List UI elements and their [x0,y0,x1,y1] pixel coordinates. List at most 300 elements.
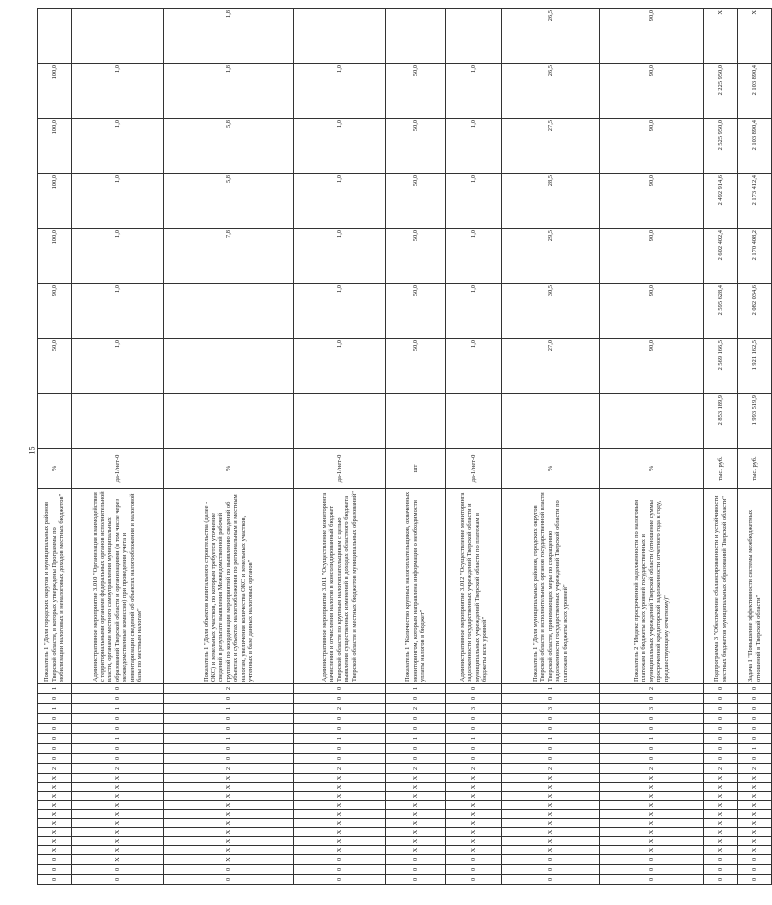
classifier-code-cell: X [502,846,600,855]
classifier-code-cell: X [502,810,600,819]
value-cell: 90,0 [600,229,704,284]
classifier-code-cell: 0 [72,875,164,885]
classifier-code-cell: X [502,783,600,792]
value-cell [164,339,294,394]
value-cell: 1,0 [446,64,502,119]
classifier-code-cell: 0 [502,754,600,764]
classifier-code-cell: 0 [704,724,738,734]
classifier-code-cell: X [446,783,502,792]
value-cell: 1,0 [294,119,386,174]
value-cell: 2 082 034,6 [738,284,772,339]
unit-cell: да-1/нет-0 [446,449,502,489]
value-cell: 1 993 519,9 [738,394,772,449]
classifier-code-cell: 0 [386,724,446,734]
classifier-code-cell: 0 [38,714,72,724]
unit-cell: % [502,449,600,489]
classifier-code-cell: 0 [704,875,738,885]
classifier-code-cell: 1 [38,704,72,714]
value-cell [600,394,704,449]
classifier-code-cell: 2 [738,764,772,774]
classifier-code-cell: X [704,837,738,846]
classifier-code-cell: X [704,774,738,783]
classifier-code-cell: 0 [704,684,738,694]
classifier-code-cell: X [72,810,164,819]
classifier-code-cell: X [704,783,738,792]
item-name-cell: Административное мероприятие 3.012 "Осуществление мониторинга задолженности государственных учреждений Тверской области и муниципальных учреждений Тверской области по платежам в бюджеты всех уровней" [446,489,502,684]
classifier-code-cell: X [72,819,164,828]
classifier-code-cell: 0 [446,714,502,724]
classifier-code-cell: 0 [72,714,164,724]
value-cell: 1,0 [72,64,164,119]
table-row [446,9,502,885]
classifier-code-cell: 1 [164,734,294,744]
classifier-code-cell: 0 [386,865,446,875]
unit-cell: % [164,449,294,489]
value-cell [386,9,446,64]
classifier-code-cell: X [446,774,502,783]
classifier-code-cell: X [164,819,294,828]
value-cell: 1,0 [446,229,502,284]
classifier-code-cell: 1 [600,734,704,744]
value-cell [38,394,72,449]
classifier-code-cell: 0 [502,865,600,875]
classifier-code-cell: X [600,819,704,828]
value-cell: 5,8 [164,174,294,229]
classifier-code-cell: 0 [294,684,386,694]
classifier-code-cell: 0 [38,744,72,754]
classifier-code-cell: 3 [600,704,704,714]
classifier-code-cell: X [600,792,704,801]
classifier-code-cell: X [294,810,386,819]
unit-cell: шт [386,449,446,489]
value-cell: 100,0 [38,174,72,229]
item-name-cell: Показатель 1 "Доля муниципальных районов, городских округов Тверской области и исполнительных органов государственной власти Тверской области, принимающих меры по сокращению задолженности государственных учреждений Тверской области по платежам в бюджеты всех уровней" [502,489,600,684]
value-cell: 1,0 [446,284,502,339]
classifier-code-cell: 0 [164,875,294,885]
value-cell: 50,0 [386,229,446,284]
table-body [38,9,772,885]
classifier-code-cell: 0 [704,865,738,875]
table-row [704,9,738,885]
classifier-code-cell: 0 [738,855,772,865]
value-cell: 7,8 [164,229,294,284]
classifier-code-cell: X [738,801,772,810]
classifier-code-cell: 0 [600,744,704,754]
value-cell: 100,0 [38,229,72,284]
classifier-code-cell: X [72,855,164,865]
classifier-code-cell: X [386,810,446,819]
value-cell: 2 602 402,4 [704,229,738,284]
classifier-code-cell: 0 [38,694,72,704]
value-cell: 50,0 [386,284,446,339]
value-cell: 29,5 [502,229,600,284]
value-cell: 2 853 189,9 [704,394,738,449]
classifier-code-cell: 0 [294,694,386,704]
classifier-code-cell: 2 [164,764,294,774]
classifier-code-cell: X [294,792,386,801]
classifier-code-cell: X [294,783,386,792]
classifier-code-cell: X [72,801,164,810]
item-name-cell: Административное мероприятие 3.010 "Организация взаимодействия с территориальными органами федеральных органов исполнительной власти, органами местного самоуправления муниципальных образований Тверской области и организациями (в том числе через межведомственные комиссии) при проведении учета и инвентаризации сведений об объектах налогообложения и налоговой базы по местным налогам" [72,489,164,684]
classifier-code-cell: X [386,792,446,801]
classifier-code-cell: 0 [704,694,738,704]
classifier-code-cell: 0 [38,875,72,885]
value-cell: 90,0 [600,9,704,64]
classifier-code-cell: 2 [38,764,72,774]
item-name-cell: Подпрограмма 3 "Обеспечение сбалансированности и устойчивости местных бюджетов муниципальных образований Тверской области" [704,489,738,684]
classifier-code-cell: X [164,801,294,810]
classifier-code-cell: X [72,846,164,855]
value-cell: 1,0 [294,64,386,119]
value-cell: 90,0 [38,284,72,339]
classifier-code-cell: 0 [738,704,772,714]
classifier-code-cell: X [738,810,772,819]
classifier-code-cell: 1 [72,734,164,744]
classifier-code-cell: X [738,774,772,783]
table-row [738,9,772,885]
rotated-page-content [37,10,762,885]
classifier-code-cell: 1 [72,704,164,714]
classifier-code-cell: 0 [446,754,502,764]
classifier-code-cell: X [446,801,502,810]
classifier-code-cell: 0 [72,724,164,734]
value-cell: X [738,9,772,64]
classifier-code-cell: X [502,828,600,837]
classifier-code-cell: 0 [738,865,772,875]
page-number: 15 [27,446,37,455]
classifier-code-cell: 0 [738,875,772,885]
value-cell [38,9,72,64]
value-cell: 1,0 [294,284,386,339]
value-cell: 90,0 [600,339,704,394]
value-cell: X [704,9,738,64]
classifier-code-cell: 0 [446,694,502,704]
classifier-code-cell: 2 [446,764,502,774]
value-cell: 1,0 [72,119,164,174]
classifier-code-cell: 0 [38,754,72,764]
value-cell [164,394,294,449]
value-cell: 1,0 [446,339,502,394]
value-cell: 1,0 [72,339,164,394]
classifier-code-cell: X [164,774,294,783]
classifier-code-cell: X [600,846,704,855]
classifier-code-cell: 2 [164,684,294,694]
value-cell [446,394,502,449]
classifier-code-cell: 0 [704,704,738,714]
classifier-code-cell: X [446,846,502,855]
value-cell: 2 492 914,6 [704,174,738,229]
classifier-code-cell: 0 [386,875,446,885]
classifier-code-cell: 0 [738,714,772,724]
classifier-code-cell: X [738,828,772,837]
classifier-code-cell: 0 [38,865,72,875]
unit-cell: % [600,449,704,489]
classifier-code-cell: X [294,801,386,810]
classifier-code-cell: 0 [600,855,704,865]
program-indicators-table [37,8,772,885]
classifier-code-cell: 0 [738,694,772,704]
classifier-code-cell: X [386,828,446,837]
value-cell: 1,8 [164,64,294,119]
classifier-code-cell: 1 [164,704,294,714]
classifier-code-cell: X [38,774,72,783]
classifier-code-cell: 1 [386,734,446,744]
classifier-code-cell: X [294,837,386,846]
value-cell [294,394,386,449]
table-row [386,9,446,885]
classifier-code-cell: 0 [294,875,386,885]
value-cell: 1,0 [72,229,164,284]
classifier-code-cell: X [704,810,738,819]
item-name-cell: Административное мероприятие 3.011 "Осуществление мониторинга начисления и отчисления налогов в консолидированный бюджет Тверской области по крупным налогоплательщикам с целью выявления существенных изменений в доходах областного бюджета Тверской области и местных бюджетов муниципальных образований" [294,489,386,684]
classifier-code-cell: 2 [502,764,600,774]
classifier-code-cell: 0 [72,744,164,754]
classifier-code-cell: 0 [38,855,72,865]
classifier-code-cell: 2 [72,764,164,774]
classifier-code-cell: X [738,846,772,855]
classifier-code-cell: 0 [704,754,738,764]
classifier-code-cell: X [164,846,294,855]
classifier-code-cell: 0 [386,754,446,764]
classifier-code-cell: 0 [446,875,502,885]
classifier-code-cell: 0 [38,734,72,744]
classifier-code-cell: X [600,828,704,837]
table-row [164,9,294,885]
value-cell: 2 525 950,0 [704,119,738,174]
value-cell: 1,0 [72,174,164,229]
value-cell: 100,0 [38,119,72,174]
classifier-code-cell: 0 [386,714,446,724]
classifier-code-cell: X [502,819,600,828]
classifier-code-cell: X [38,792,72,801]
classifier-code-cell: X [446,828,502,837]
unit-cell: тыс. руб. [738,449,772,489]
value-cell [294,9,386,64]
classifier-code-cell: X [502,837,600,846]
classifier-code-cell: 0 [502,714,600,724]
classifier-code-cell: X [386,819,446,828]
classifier-code-cell: 0 [164,754,294,764]
classifier-code-cell: X [704,819,738,828]
classifier-code-cell: X [72,774,164,783]
classifier-code-cell: 0 [72,694,164,704]
classifier-code-cell: 0 [502,694,600,704]
unit-cell: тыс. руб. [704,449,738,489]
value-cell [72,9,164,64]
classifier-code-cell: X [446,810,502,819]
classifier-code-cell: 1 [446,734,502,744]
classifier-code-cell: X [164,783,294,792]
classifier-code-cell: 0 [446,865,502,875]
classifier-code-cell: 1 [386,684,446,694]
classifier-code-cell: X [164,810,294,819]
classifier-code-cell: X [738,819,772,828]
classifier-code-cell: X [386,783,446,792]
classifier-code-cell: 0 [446,855,502,865]
value-cell: 50,0 [386,119,446,174]
classifier-code-cell: X [600,837,704,846]
classifier-code-cell: X [164,855,294,865]
classifier-code-cell: 0 [502,855,600,865]
classifier-code-cell: 0 [294,744,386,754]
classifier-code-cell: 0 [738,724,772,734]
classifier-code-cell: X [164,792,294,801]
classifier-code-cell: X [294,846,386,855]
value-cell [502,394,600,449]
table-row [294,9,386,885]
value-cell: 27,0 [502,339,600,394]
classifier-code-cell: 2 [294,704,386,714]
classifier-code-cell: X [600,801,704,810]
classifier-code-cell: X [164,828,294,837]
classifier-code-cell: X [600,783,704,792]
classifier-code-cell: X [502,774,600,783]
classifier-code-cell: 0 [164,714,294,724]
classifier-code-cell: 0 [386,855,446,865]
value-cell: 2 225 950,0 [704,64,738,119]
value-cell: 50,0 [386,64,446,119]
item-name-cell: Показатель 2 "Индекс просроченной задолженности по налоговым платежам в бюджеты всех уровней государственных и муниципальных учреждений Тверской области (отношение суммы просроченной кредиторской задолженности отчетного года к году, предшествующему отчетному)" [600,489,704,684]
classifier-code-cell: 0 [294,714,386,724]
classifier-code-cell: 0 [294,754,386,764]
classifier-code-cell: X [38,828,72,837]
value-cell: 50,0 [386,339,446,394]
classifier-code-cell: X [294,828,386,837]
classifier-code-cell: 0 [704,714,738,724]
classifier-code-cell: X [600,810,704,819]
value-cell: 50,0 [386,174,446,229]
classifier-code-cell: 0 [704,734,738,744]
value-cell [446,9,502,64]
classifier-code-cell: X [738,837,772,846]
value-cell: 26,5 [502,9,600,64]
classifier-code-cell: X [72,828,164,837]
classifier-code-cell: X [72,783,164,792]
classifier-code-cell: X [704,846,738,855]
unit-cell: да-1/нет-0 [72,449,164,489]
classifier-code-cell: 0 [164,724,294,734]
classifier-code-cell: 0 [600,724,704,734]
value-cell: 2 595 628,4 [704,284,738,339]
classifier-code-cell: X [502,801,600,810]
value-cell: 2 173 412,4 [738,174,772,229]
table-row [72,9,164,885]
classifier-code-cell: 1 [294,734,386,744]
classifier-code-cell: 0 [502,875,600,885]
classifier-code-cell: 0 [600,865,704,875]
classifier-code-cell: X [38,801,72,810]
classifier-code-cell: 0 [446,724,502,734]
classifier-code-cell: 0 [386,694,446,704]
value-cell: 90,0 [600,284,704,339]
value-cell: 90,0 [600,64,704,119]
value-cell: 30,5 [502,284,600,339]
classifier-code-cell: 2 [704,764,738,774]
value-cell: 90,0 [600,174,704,229]
classifier-code-cell: 0 [600,714,704,724]
value-cell: 2 103 890,4 [738,64,772,119]
classifier-code-cell: 0 [600,875,704,885]
item-name-cell: Показатель 1 "Доля объектов капитального строительства (далее - ОКС) и земельных участков, по которым требуется уточнение сведений в результате выявления Межведомственной рабочей группой по координации мероприятий по выявлению сведений об объектах и субъектах налогообложения по региональным и местным налогам, увеличения количества ОКС и земельных участков, учтенных в базе данных налоговых органов" [164,489,294,684]
item-name-cell: Задача 1 "Повышение эффективности системы межбюджетных отношений в Тверской области" [738,489,772,684]
classifier-code-cell: 1 [502,684,600,694]
classifier-code-cell: X [600,774,704,783]
classifier-code-cell: X [386,837,446,846]
value-cell: 1,0 [294,339,386,394]
classifier-code-cell: 0 [294,724,386,734]
classifier-code-cell: X [502,792,600,801]
classifier-code-cell: 0 [164,694,294,704]
classifier-code-cell: 0 [738,684,772,694]
classifier-code-cell: 1 [38,684,72,694]
classifier-code-cell: 0 [502,724,600,734]
classifier-code-cell: 0 [164,865,294,875]
classifier-code-cell: 3 [446,704,502,714]
value-cell: 50,0 [38,339,72,394]
value-cell [386,394,446,449]
classifier-code-cell: 0 [446,744,502,754]
value-cell: 1,0 [294,174,386,229]
value-cell [72,394,164,449]
classifier-code-cell: 0 [386,744,446,754]
classifier-code-cell: 0 [38,724,72,734]
classifier-code-cell: 0 [446,684,502,694]
classifier-code-cell: 0 [600,694,704,704]
value-cell: 2 103 890,4 [738,119,772,174]
classifier-code-cell: X [72,837,164,846]
value-cell: 2 170 408,2 [738,229,772,284]
classifier-code-cell: 3 [502,704,600,714]
unit-cell: да-1/нет-0 [294,449,386,489]
value-cell [164,284,294,339]
value-cell: 1,0 [446,174,502,229]
classifier-code-cell: X [704,801,738,810]
item-name-cell: Показатель 1 "Доля городских округов и муниципальных районов Тверской области, в которых утверждены Программы по мобилизации налоговых и неналоговых доходов местных бюджетов" [38,489,72,684]
classifier-code-cell: 0 [72,754,164,764]
classifier-code-cell: X [738,783,772,792]
value-cell: 1,0 [446,119,502,174]
classifier-code-cell: 0 [704,855,738,865]
classifier-code-cell: X [38,783,72,792]
value-cell: 27,5 [502,119,600,174]
classifier-code-cell: X [704,792,738,801]
item-name-cell: Показатель 1 "Количество крупных налогоплательщиков, охваченных мониторингом, которым направлена информация о необходимости уплаты налогов в бюджет" [386,489,446,684]
classifier-code-cell: 2 [294,764,386,774]
classifier-code-cell: 2 [600,764,704,774]
classifier-code-cell: 0 [72,684,164,694]
table-row [38,9,72,885]
classifier-code-cell: 2 [386,764,446,774]
value-cell: 1,8 [164,9,294,64]
classifier-code-cell: X [446,792,502,801]
unit-cell: % [38,449,72,489]
classifier-code-cell: X [72,792,164,801]
classifier-code-cell: X [38,846,72,855]
classifier-code-cell: 1 [502,734,600,744]
classifier-code-cell: X [294,774,386,783]
classifier-code-cell: 0 [294,855,386,865]
classifier-code-cell: 0 [600,754,704,764]
value-cell: 5,8 [164,119,294,174]
classifier-code-cell: X [38,819,72,828]
value-cell: 1 921 162,5 [738,339,772,394]
table-row [502,9,600,885]
classifier-code-cell: X [164,837,294,846]
value-cell: 1,0 [294,229,386,284]
classifier-code-cell: X [446,819,502,828]
classifier-code-cell: 0 [738,754,772,764]
classifier-code-cell: X [738,792,772,801]
